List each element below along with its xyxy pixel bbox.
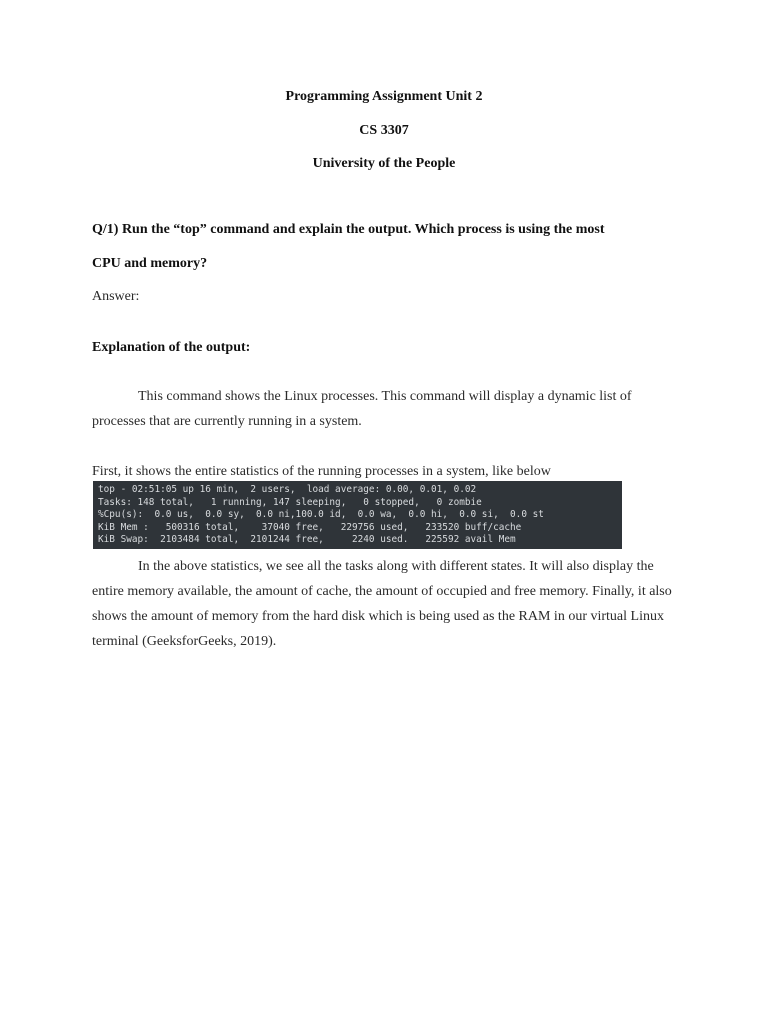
- terminal-line-swap: KiB Swap: 2103484 total, 2101244 free, 2240 used. 225592 avail Mem: [98, 534, 516, 545]
- question-line-2: CPU and memory?: [92, 256, 208, 271]
- answer-label: Answer:: [92, 289, 140, 304]
- terminal-line-cpu: %Cpu(s): 0.0 us, 0.0 sy, 0.0 ni,100.0 id, 0.0 wa, 0.0 hi, 0.0 si, 0.0 st: [98, 509, 544, 520]
- course-code: CS 3307: [359, 123, 409, 138]
- statistics-intro-line: First, it shows the entire statistics of the running processes in a system, like below: [92, 464, 551, 479]
- university-name: University of the People: [312, 156, 456, 171]
- question-line-1: Q/1) Run the “top” command and explain the output. Which process is using the most: [92, 222, 605, 237]
- terminal-line-mem: KiB Mem : 500316 total, 37040 free, 229756 used, 233520 buff/cache: [98, 521, 522, 533]
- paragraph-intro: This command shows the Linux processes. This command will display a dynamic list of processes that are currently running in a system.: [92, 389, 632, 429]
- terminal-line-uptime: top - 02:51:05 up 16 min, 2 users, load average: 0.00, 0.01, 0.02: [98, 484, 477, 495]
- document-title: Programming Assignment Unit 2: [285, 89, 483, 104]
- paragraph-statistics-explanation: In the above statistics, we see all the tasks along with different states. It will also display the entire memory available, the amount of cache, the amount of occupied and free memory. Finally, it also shows the amount of memory from the hard disk which is being used as the RAM in our virtual Linux terminal (GeeksforGeeks, 2019).: [92, 559, 672, 649]
- explanation-heading: Explanation of the output:: [92, 340, 251, 355]
- terminal-line-tasks: Tasks: 148 total, 1 running, 147 sleeping, 0 stopped, 0 zombie: [98, 496, 482, 508]
- terminal-screenshot: [93, 481, 622, 549]
